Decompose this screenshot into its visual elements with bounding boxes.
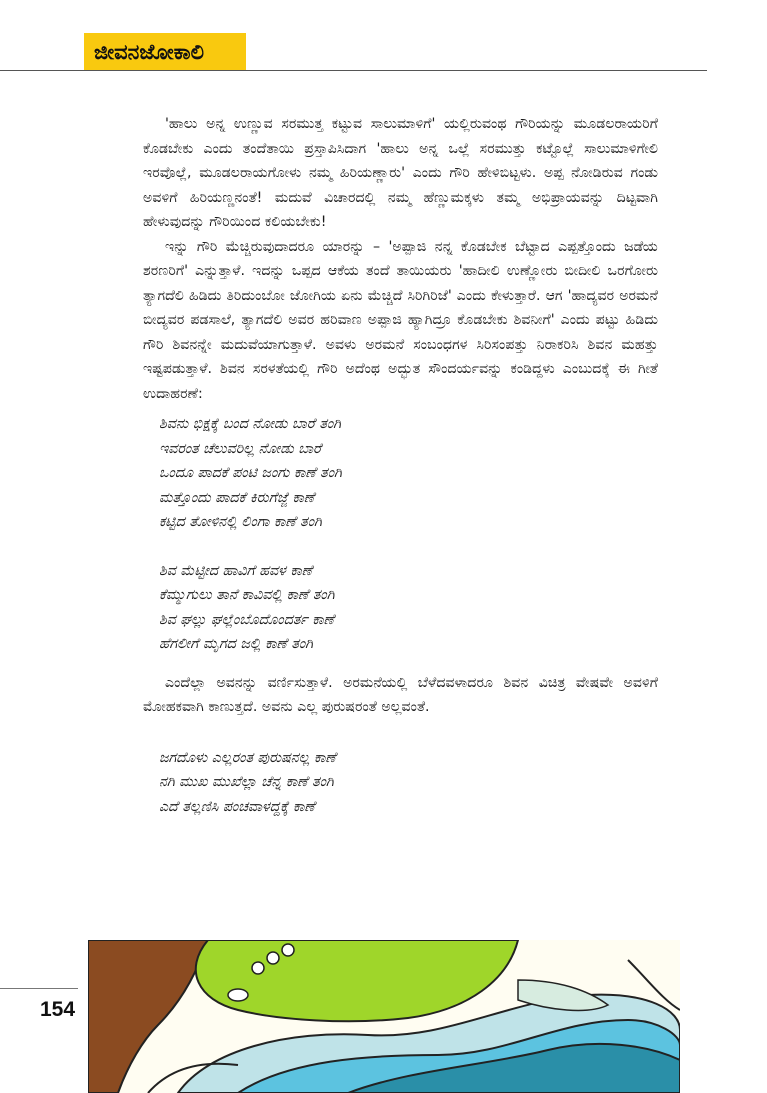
- spacer: [143, 657, 658, 671]
- poem-line: ನಗಿ ಮುಖ ಮುಖೆಲ್ಲಾ ಚೆನ್ನ ಕಾಣೆ ತಂಗಿ: [159, 774, 334, 790]
- poem-line: ಹೆಗಲೀಗೆ ಮೃಗದ ಜಲ್ಲಿ ಕಾಣೆ ತಂಗಿ: [159, 636, 313, 652]
- paragraph-1: 'ಹಾಲು ಅನ್ನ ಉಣ್ಣುವ ಸರಮುತ್ತ ಕಟ್ಟುವ ಸಾಲುಮಾಳಿಗೆ' ಯಲ್ಲಿರುವಂಥ ಗೌರಿಯನ್ನು ಮೂಡಲರಾಯರಿಗೆ ಕೊಡಬೇಕು ಎಂದು ತಂದೆತಾಯಿ ಪ್ರಸ್ತಾಪಿಸಿದಾಗ 'ಹಾಲು ಅನ್ನ ಒಲ್ಲೆ ಸರಮುತ್ತು ಕಟ್ಟೊಲ್ಲೆ ಸಾಲುಮಾಳಿಗೇಲಿ ಇರವೊಲ್ಲೆ, ಮೂಡಲರಾಯಗೋಳು ನಮ್ಮ ಹಿರಿಯಣ್ಣಾರು' ಎಂದು ಗೌರಿ ಹೇಳಿಬಿಟ್ಟಳು. ಅಪ್ಪ ನೋಡಿರುವ ಗಂಡು ಅವಳಿಗೆ ಹಿರಿಯಣ್ಣನಂತೆ! ಮದುವೆ ವಿಚಾರದಲ್ಲಿ ನಮ್ಮ ಹೆಣ್ಣುಮಕ್ಕಳು ತಮ್ಮ ಅಭಿಪ್ರಾಯವನ್ನು ದಿಟ್ಟವಾಗಿ ಹೇಳುವುದನ್ನು ಗೌರಿಯಿಂದ ಕಲಿಯಬೇಕು!: [143, 116, 658, 230]
- art-dot: [252, 962, 264, 974]
- poem-1: [159, 412, 658, 657]
- poem-2: [159, 746, 658, 820]
- stanza-gap: [159, 535, 658, 559]
- chapter-title: ಜೀವನಜೋಕಾಲಿ: [94, 39, 204, 64]
- poem-line: ಎದೆ ತಲ್ಲಣಿಸಿ ಪಂಚವಾಳದ್ದಕ್ಕೆ ಕಾಣೆ: [159, 798, 315, 815]
- art-dot: [228, 989, 248, 1001]
- header-rule: [0, 70, 707, 71]
- chapter-title-tab: [84, 33, 246, 71]
- poem-line: ಇವರಂತ ಚೆಲುವರಿಲ್ಲ ನೋಡು ಬಾರೆ: [159, 440, 322, 457]
- poem-line: ಒಂದೂ ಪಾದಕೆ ಪಂಟಿ ಜಂಗು ಕಾಣೆ ತಂಗಿ: [159, 465, 342, 481]
- poem-line: ಕಟ್ಟಿದ ತೋಳಿನಲ್ಲಿ ಲಿಂಗಾ ಕಾಣೆ ತಂಗಿ: [159, 514, 322, 530]
- paragraph-2: ಇನ್ನು ಗೌರಿ ಮೆಚ್ಚಿರುವುದಾದರೂ ಯಾರನ್ನು – 'ಅಪ್ಪಾಜಿ ನನ್ನ ಕೊಡಬೇಕ ಬೆಟ್ಟಾದ ಎಪ್ಪತ್ತೊಂದು ಜಡೆಯ ಶರಣರಿಗೆ' ಎನ್ನುತ್ತಾಳೆ. ಇದನ್ನು ಒಪ್ಪದ ಆಕೆಯ ತಂದೆ ತಾಯಿಯರು 'ಹಾದೀಲಿ ಉಣ್ಣೋರು ಬೀದೀಲಿ ಒರಗೋರು ತ್ಯಾಗದೆಲಿ ಹಿಡಿದು ತಿರಿದುಂಬೋ ಜೋಗಿಯ ಏನು ಮೆಚ್ಚಿದೆ ಸಿರಿಗಿರಿಜೆ' ಎಂದು ಕೇಳುತ್ತಾರೆ. ಆಗ 'ಹಾದ್ಯವರ ಅರಮನೆ ಬೀದ್ಯವರ ಪಡಸಾಲೆ, ತ್ಯಾಗದೆಲಿ ಅವರ ಹರಿವಾಣ ಅಪ್ಪಾಜಿ ಹ್ಯಾಗಿದ್ರೂ ಕೊಡಬೇಕು ಶಿವನೀಗೆ' ಎಂದು ಪಟ್ಟು ಹಿಡಿದು ಗೌರಿ ಶಿವನನ್ನೇ ಮದುವೆಯಾಗುತ್ತಾಳೆ. ಅವಳು ಅರಮನೆ ಸಂಬಂಧಗಳ ಸಿರಿಸಂಪತ್ತು ನಿರಾಕರಿಸಿ ಶಿವನ ಮಹತ್ತು ಇಷ್ಟಪಡುತ್ತಾಳೆ. ಶಿವನ ಸರಳತೆಯಲ್ಲಿ ಗೌರಿ ಅದೆಂಥ ಅದ್ಭುತ ಸೌಂದರ್ಯವನ್ನು ಕಂಡಿದ್ದಳು ಎಂಬುದಕ್ಕೆ ಈ ಗೀತೆ ಉದಾಹರಣೆ:: [143, 238, 658, 402]
- poem-line: ಶಿವ ಮೆಟ್ಟೀದ ಹಾವಿಗೆ ಹವಳ ಕಾಣೆ: [159, 562, 313, 579]
- decorative-artwork: [88, 940, 680, 1093]
- main-text: [143, 112, 658, 819]
- page-number: 154: [40, 998, 76, 1021]
- poem-line: ಕೆಮ್ಮುಗುಲು ತಾನೆ ಕಾವಿವಲ್ಲಿ ಕಾಣೆ ತಂಗಿ: [159, 587, 335, 603]
- paragraph-3: ಎಂದೆಲ್ಲಾ ಅವನನ್ನು ವರ್ಣಿಸುತ್ತಾಳೆ. ಅರಮನೆಯಲ್ಲಿ ಬೆಳೆದವಳಾದರೂ ಶಿವನ ವಿಚಿತ್ರ ವೇಷವೇ ಅವಳಿಗೆ ಮೋಹಕವಾಗಿ ಕಾಣುತ್ತದೆ. ಅವನು ಎಲ್ಲ ಪುರುಷರಂತೆ ಅಲ್ಲವಂತೆ.: [143, 674, 658, 715]
- poem-line: ಮತ್ತೊಂದು ಪಾದಕೆ ಕಿರುಗೆಜ್ಜೆ ಕಾಣೆ: [159, 489, 315, 506]
- art-dot: [267, 952, 279, 964]
- poem-line: ಜಗದೊಳು ಎಲ್ಲರಂತ ಪುರುಷನಲ್ಲ ಕಾಣೆ: [159, 749, 336, 766]
- page-number-rule: [0, 988, 78, 989]
- art-dot: [282, 944, 294, 956]
- poem-line: ಶಿವ ಘಲ್ಲು ಘಲ್ಲೆಂಬೊದೊಂದರ್ತ ಕಾಣೆ: [159, 611, 334, 628]
- poem-line: ಶಿವನು ಭಿಕ್ಷಕ್ಕೆ ಬಂದ ನೋಡು ಬಾರೆ ತಂಗಿ: [159, 416, 341, 432]
